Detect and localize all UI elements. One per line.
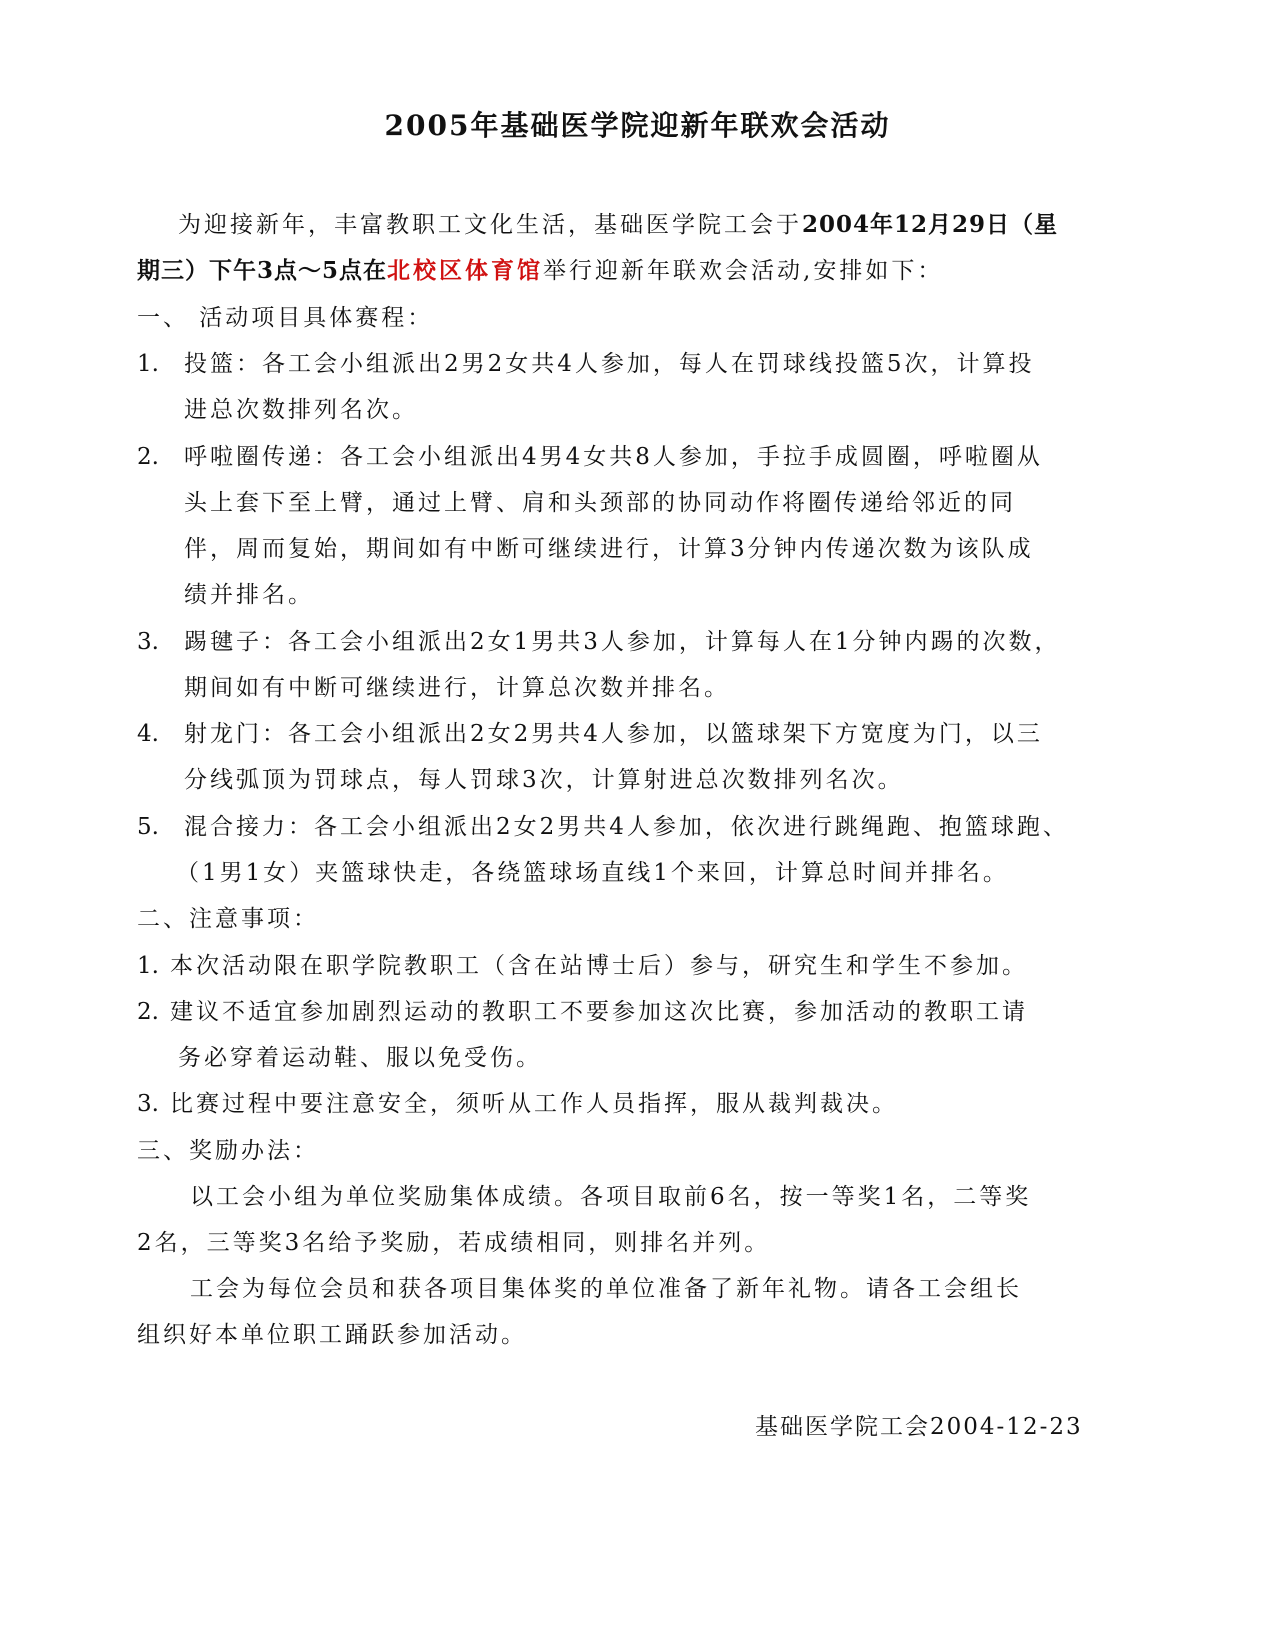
section-heading-awards: 三、奖励办法： bbox=[137, 1138, 319, 1164]
gift-paragraph-line: 工会为每位会员和获各项目集体奖的单位准备了新年礼物。请各工会组长 bbox=[190, 1276, 1022, 1302]
awards-paragraph-line: 以工会小组为单位奖励集体成绩。各项目取前6名，按一等奖1名，二等奖 bbox=[190, 1184, 1032, 1210]
item-line: 绩并排名。 bbox=[184, 582, 314, 608]
item-line: 分线弧顶为罚球点，每人罚球3次，计算射进总次数排列名次。 bbox=[184, 767, 904, 793]
item-number: 2. bbox=[137, 444, 159, 470]
item-line: 头上套下至上臂，通过上臂、肩和头颈部的协同动作将圈传递给邻近的同 bbox=[184, 490, 1016, 516]
note-line: 本次活动限在职学院教职工（含在站博士后）参与，研究生和学生不参加。 bbox=[170, 953, 1028, 979]
note-line: 比赛过程中要注意安全，须听从工作人员指挥，服从裁判裁决。 bbox=[170, 1091, 898, 1117]
signature-date: 基础医学院工会2004-12-23 bbox=[755, 1414, 1083, 1440]
intro-text-end: 举行迎新年联欢会活动,安排如下： bbox=[543, 258, 944, 284]
section-heading-notes: 二、注意事项： bbox=[137, 906, 319, 932]
note-number: 2. bbox=[137, 999, 159, 1025]
intro-line-2 bbox=[137, 256, 943, 286]
intro-line-1 bbox=[178, 210, 1058, 240]
item-line: 混合接力：各工会小组派出2女2男共4人参加，依次进行跳绳跑、抱篮球跑、 bbox=[184, 814, 1069, 840]
event-date: 2004年12月29日（星 bbox=[802, 211, 1059, 238]
item-line: 期间如有中断可继续进行，计算总次数并排名。 bbox=[184, 675, 730, 701]
event-venue: 北校区体育馆 bbox=[387, 257, 544, 284]
item-number: 5. bbox=[137, 814, 159, 840]
gift-paragraph-line: 组织好本单位职工踊跃参加活动。 bbox=[137, 1322, 527, 1348]
event-time: 期三）下午3点～5点在 bbox=[137, 257, 388, 284]
section-heading-schedule: 一、 活动项目具体赛程： bbox=[137, 305, 434, 331]
item-number: 4. bbox=[137, 721, 159, 747]
awards-paragraph-line: 2名，三等奖3名给予奖励，若成绩相同，则排名并列。 bbox=[137, 1230, 771, 1256]
item-line: 呼啦圈传递：各工会小组派出4男4女共8人参加，手拉手成圆圈，呼啦圈从 bbox=[184, 444, 1043, 470]
note-line: 建议不适宜参加剧烈运动的教职工不要参加这次比赛，参加活动的教职工请 bbox=[170, 999, 1028, 1025]
intro-text: 为迎接新年，丰富教职工文化生活，基础医学院工会于 bbox=[178, 212, 802, 238]
item-line: 投篮：各工会小组派出2男2女共4人参加，每人在罚球线投篮5次，计算投 bbox=[184, 351, 1035, 377]
item-line: 踢毽子：各工会小组派出2女1男共3人参加，计算每人在1分钟内踢的次数， bbox=[184, 629, 1061, 655]
item-line: 进总次数排列名次。 bbox=[184, 397, 418, 423]
item-number: 1. bbox=[137, 351, 159, 377]
item-line: （1男1女）夹篮球快走，各绕篮球场直线1个来回，计算总时间并排名。 bbox=[176, 860, 1009, 886]
note-number: 3. bbox=[137, 1091, 159, 1117]
item-line: 伴，周而复始，期间如有中断可继续进行，计算3分钟内传递次数为该队成 bbox=[184, 536, 1034, 562]
document-title: 2005年基础医学院迎新年联欢会活动 bbox=[384, 109, 891, 142]
note-line: 务必穿着运动鞋、服以免受伤。 bbox=[178, 1045, 542, 1071]
note-number: 1. bbox=[137, 953, 159, 979]
item-number: 3. bbox=[137, 629, 159, 655]
item-line: 射龙门：各工会小组派出2女2男共4人参加，以篮球架下方宽度为门，以三 bbox=[184, 721, 1043, 747]
